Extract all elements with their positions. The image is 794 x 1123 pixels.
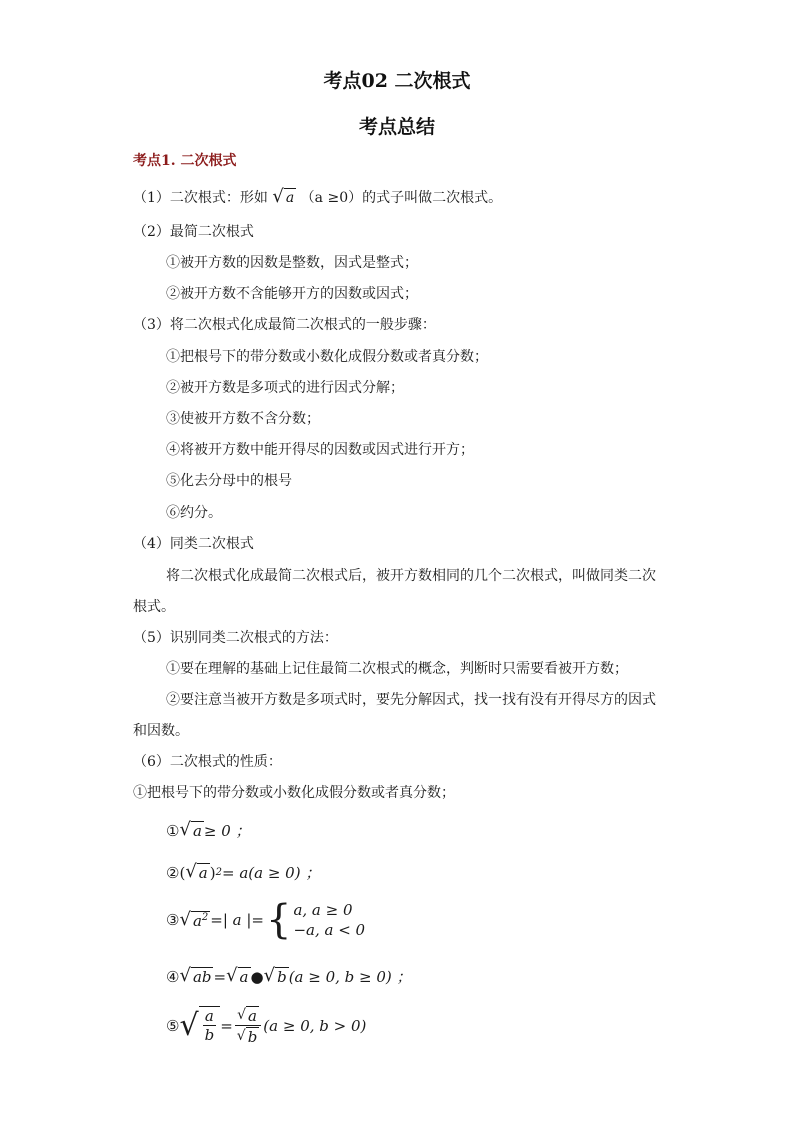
paragraph-1 [133,188,502,207]
section-heading: 考点1. 二次根式 [133,153,237,169]
paragraph-2: （2）最简二次根式 [133,224,254,240]
p3-item-4: ④将被开方数中能开得尽的因数或因式进行开方； [166,442,474,458]
p3-item-3: ③使被开方数不含分数； [166,411,320,427]
page-subtitle: 考点总结 [358,116,435,138]
formula-3: ③ √ $a^2$ =| a |= { a, a ≥ 0 −a, a < 0 [166,897,366,943]
paragraph-4: （4）同类二次根式 [133,536,254,552]
sqrt-a: √ a [272,186,295,207]
p2-item-2: ②被开方数不含能够开方的因数或因式； [166,286,418,302]
p1-suffix: （a ≥0）的式子叫做二次根式。 [300,190,503,206]
formula-4: ④ √ ab = √ a ● √ b (a ≥ 0, b ≥ 0) ； [166,965,412,986]
p4-body-line-1: 将二次根式化成最简二次根式后，被开方数相同的几个二次根式，叫做同类二次 [166,568,656,584]
p2-item-1: ①被开方数的因数是整数，因式是整式； [166,255,418,271]
p3-item-1: ①把根号下的带分数或小数化成假分数或者真分数； [166,349,488,365]
p1-prefix: （1）二次根式：形如 [133,190,268,206]
paragraph-5: （5）识别同类二次根式的方法： [133,630,338,646]
formula-1: ① √ a ≥ 0 ； [166,819,251,840]
p3-item-5: ⑤化去分母中的根号 [166,473,292,489]
formula-2: ② ( √ a ) 2 = a(a ≥ 0) ； [166,861,321,882]
p5-item-1: ①要在理解的基础上记住最简二次根式的概念，判断时只需要看被开方数； [166,661,628,677]
p3-item-6: ⑥约分。 [166,505,222,521]
p5-item-2-line-1: ②要注意当被开方数是多项式时，要先分解因式，找一找有没有开得尽方的因式 [166,692,656,708]
paragraph-6: （6）二次根式的性质： [133,754,282,770]
p6-note: ①把根号下的带分数或小数化成假分数或者真分数； [133,785,455,801]
formula-5: ⑤ √ $\frac{a}{b}$ = √ a √ b (a ≥ 0, b > 0) [166,1006,367,1046]
page-title: 考点02 二次根式 [323,70,471,92]
paragraph-3: （3）将二次根式化成最简二次根式的一般步骤： [133,317,436,333]
p4-body-line-2: 根式。 [133,599,175,615]
p3-item-2: ②被开方数是多项式的进行因式分解； [166,380,404,396]
p5-item-2-line-2: 和因数。 [133,723,189,739]
